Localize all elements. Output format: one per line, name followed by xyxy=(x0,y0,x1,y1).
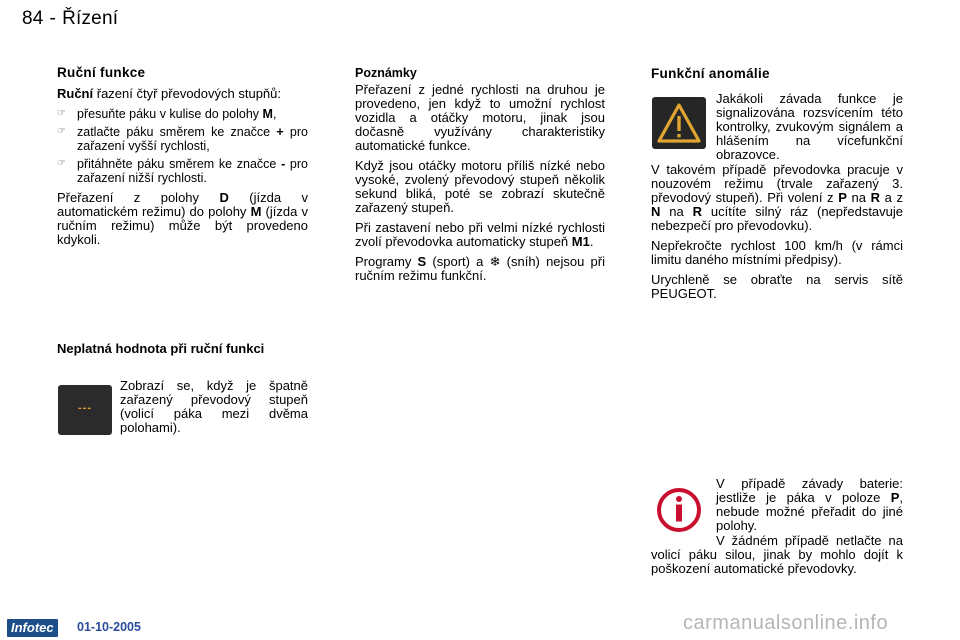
switch-bold: D xyxy=(219,190,229,205)
invalid-description: Zobrazí se, když je špatně zařazený převodový stupeň (volicí páka mezi dvěma polohami). xyxy=(120,378,308,435)
step-bold: + xyxy=(276,125,284,139)
manual-steps-list xyxy=(57,107,308,185)
warning-icon xyxy=(652,97,706,149)
page-header xyxy=(22,8,118,30)
pointing-hand-icon: ☞ xyxy=(57,158,66,169)
step-text: zatlačte páku směrem ke značce xyxy=(77,125,277,139)
step-text: přesuňte páku v kulise do polohy xyxy=(77,107,263,121)
manual-intro-text: řazení čtyř převodových stupňů: xyxy=(93,86,281,101)
invalid-display-symbol: --- xyxy=(78,402,92,414)
step-bold: - xyxy=(281,157,286,171)
list-item xyxy=(57,107,308,121)
switch-text: (jízda v automatickém režimu) do polohy xyxy=(57,190,308,219)
info-icon xyxy=(652,484,706,536)
anomaly-text: na xyxy=(846,190,871,205)
manual-intro xyxy=(57,87,308,101)
header-separator: - xyxy=(49,8,57,29)
notes-paragraph-1: Přeřazení z jedné rychlosti na druhou je provedeno, jen když to umožní rychlost vozidla a otáčky motoru, jinak jsou dočasně využívány charakteristiky automatické funkce. xyxy=(355,82,605,153)
anomaly-text: na xyxy=(660,204,693,219)
invalid-heading: Neplatná hodnota při ruční funkci xyxy=(57,341,265,356)
notes-paragraph-4 xyxy=(355,255,605,283)
warning-triangle-icon xyxy=(652,97,706,149)
anomaly-bold: N xyxy=(651,204,661,219)
manual-heading: Ruční funkce xyxy=(57,65,146,80)
step-end: pro zařazení nižší rychlosti. xyxy=(77,157,308,185)
snowflake-icon: ❄ xyxy=(489,254,501,269)
anomaly-paragraph-2: Nepřekročte rychlost 100 km/h (v rámci limitu daného místními předpisy). xyxy=(651,238,903,267)
anomaly-bold: P xyxy=(838,190,847,205)
notes-text: Při zastavení nebo při velmi nízké rychlosti zvolí převodovka automaticky stupeň xyxy=(355,220,605,249)
page-number: 84 xyxy=(22,8,44,29)
switch-bold: M xyxy=(250,204,262,219)
anomaly-bold: R xyxy=(870,190,880,205)
switch-text: Přeřazení z polohy xyxy=(57,190,220,205)
notes-bold: M1 xyxy=(571,234,590,249)
infotec-logo: Infotec xyxy=(7,619,58,637)
info-bold: P xyxy=(890,490,900,505)
info-text: V případě závady baterie: jestliže je páka v poloze xyxy=(716,476,903,505)
anomaly-paragraph-3: Urychleně se obraťte na servis sítě PEUGEOT. xyxy=(651,272,903,301)
notes-section xyxy=(355,66,605,289)
footer-date: 01-10-2005 xyxy=(77,620,141,634)
step-bold: M xyxy=(262,107,273,121)
notes-text: (sport) a xyxy=(426,254,490,269)
notes-bold: S xyxy=(417,254,427,269)
anomaly-text: V takovém případě převodovka pracuje v nouzovém režimu (trvale zařazený 3. převodový stupeň). Při volení z xyxy=(651,162,903,205)
notes-paragraph-3 xyxy=(355,221,605,249)
info-circle-icon xyxy=(652,484,706,536)
list-item xyxy=(57,157,308,185)
manual-intro-bold: Ruční xyxy=(57,86,94,101)
notes-paragraph-2: Když jsou otáčky motoru příliš nízké nebo vysoké, zvolený převodový stupeň několik sekund bliká, poté se zobrazí skutečně zařazený stupeň. xyxy=(355,158,605,215)
manual-section xyxy=(57,66,308,253)
list-item xyxy=(57,125,308,153)
info-text: , nebude možné přeřadit do jiné polohy. xyxy=(716,490,903,533)
anomaly-text: ucítíte silný ráz (nepředstavuje nebezpečí pro převodovku). xyxy=(651,204,904,233)
notes-text: . xyxy=(589,234,594,249)
switch-text: (jízda v ručním režimu) může být provedeno kdykoli. xyxy=(57,204,308,247)
page-title: Řízení xyxy=(62,8,119,29)
notes-text: (sníh) nejsou při ručním režimu funkční. xyxy=(355,254,606,283)
step-end: pro zařazení vyšší rychlosti, xyxy=(77,125,309,153)
step-end: , xyxy=(272,107,277,121)
anomaly-bold: R xyxy=(692,204,703,219)
anomaly-paragraph-1 xyxy=(651,163,903,233)
gear-display-icon xyxy=(58,385,112,435)
anomaly-body xyxy=(651,163,903,307)
anomaly-text: a z xyxy=(880,190,903,205)
anomaly-warning-text: Jakákoli závada funkce je signalizována rozsvícením této kontrolky, zvukovým signálem a hlášením na vícefunkční obrazovce. xyxy=(716,91,903,162)
pointing-hand-icon: ☞ xyxy=(57,126,66,137)
anomaly-heading: Funkční anomálie xyxy=(651,66,770,81)
manual-switch-paragraph xyxy=(57,191,308,247)
step-text: přitáhněte páku směrem ke značce xyxy=(77,157,282,171)
info-paragraph-1 xyxy=(716,477,903,533)
info-paragraph-2: V žádném případě netlačte na volicí páku silou, jinak by mohlo dojít k poškození automatické převodovky. xyxy=(651,533,903,576)
pointing-hand-icon: ☞ xyxy=(57,108,66,119)
watermark: carmanualsonline.info xyxy=(683,612,889,634)
notes-text: Programy xyxy=(355,254,418,269)
notes-heading: Poznámky xyxy=(355,66,417,80)
